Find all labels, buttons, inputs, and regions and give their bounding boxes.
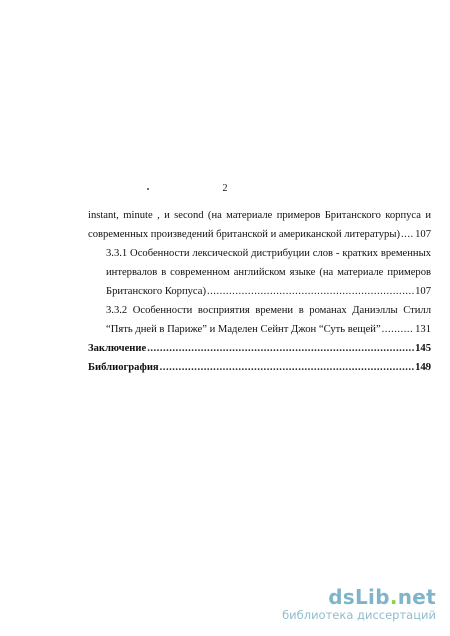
toc-leader-dots	[401, 225, 414, 244]
toc-page-number: 107	[415, 229, 431, 240]
toc-conclusion-title: Заключение	[88, 343, 147, 354]
toc-page-number: 107	[415, 286, 431, 297]
toc-continuation-text: современных произведений британской и американской литературы)	[88, 229, 401, 240]
toc-section-text: “Пять дней в Париже” и Маделен Сейнт Джон “Суть вещей”	[106, 324, 381, 335]
toc-section-3-3-1-line-2: интервалов в современном английском языке (на материале примеров	[106, 267, 431, 278]
logo-dot: .	[389, 585, 398, 609]
watermark-subtitle: библиотека диссертаций	[282, 608, 436, 622]
logo-main: dsLib	[328, 585, 390, 609]
toc-page-number: 131	[415, 324, 431, 335]
toc-page-number: 149	[415, 362, 431, 373]
dslib-watermark	[282, 586, 436, 622]
toc-section-3-3-1-line-3	[88, 282, 431, 301]
toc-bibliography[interactable]	[88, 358, 431, 377]
toc-section-3-3-2-line-1: 3.3.2 Особенности восприятия времени в романах Даниэллы Стилл	[106, 305, 431, 316]
toc-leader-dots	[207, 282, 414, 301]
toc-page-number: 145	[415, 343, 431, 354]
toc-section-3-3-1-line-1: 3.3.1 Особенности лексической дистрибуции слов - кратких временных	[106, 248, 431, 259]
page-number: 2	[222, 183, 228, 194]
logo-tld: net	[397, 585, 436, 609]
dslib-logo	[282, 586, 436, 608]
toc-section-text: Британского Корпуса)	[106, 286, 206, 297]
toc-continuation-line-2	[88, 225, 431, 244]
table-of-contents	[88, 206, 431, 377]
toc-continuation-line-1: instant, minute , и second (на материале примеров Британского корпуса и	[88, 210, 431, 221]
toc-conclusion[interactable]	[88, 339, 431, 358]
toc-bibliography-title: Библиография	[88, 362, 159, 373]
toc-section-3-3-2-line-2	[88, 320, 431, 339]
toc-leader-dots	[147, 339, 414, 358]
toc-leader-dots	[382, 320, 414, 339]
toc-leader-dots	[160, 358, 414, 377]
